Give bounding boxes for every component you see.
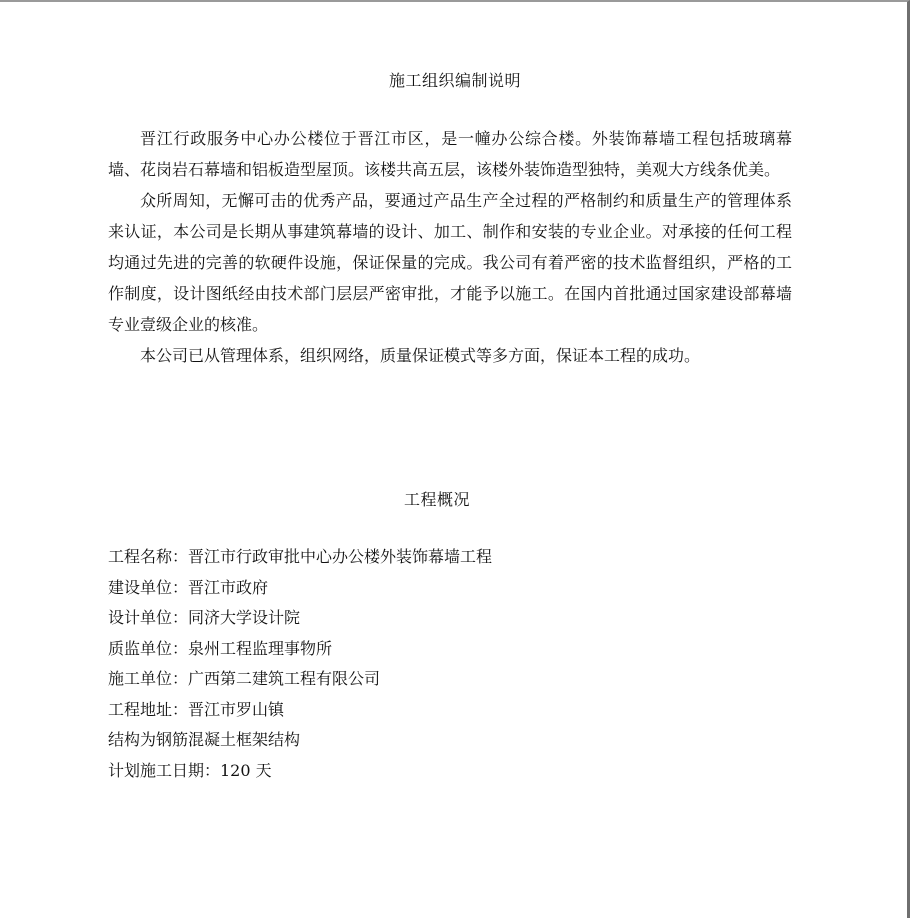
fact-designer: 设计单位：同济大学设计院 xyxy=(108,608,301,627)
section-title-project-overview: 工程概况 xyxy=(403,490,470,509)
paragraph-project-intro: 晋江行政服务中心办公楼位于晋江市区，是一幢办公综合楼。外装饰幕墙工程包括玻璃幕墙、花岗岩石幕墙和铝板造型屋顶。该楼共高五层，该楼外装饰造型独特，美观大方线条优美。 xyxy=(108,129,792,179)
project-facts-list xyxy=(108,542,792,786)
fact-quality-supervisor: 质监单位：泉州工程监理事物所 xyxy=(108,638,333,658)
section-title-compilation-notes: 施工组织编制说明 xyxy=(388,71,521,90)
paragraph-company-quality: 众所周知，无懈可击的优秀产品，要通过产品生产全过程的严格制约和质量生产的管理体系来认证，本公司是长期从事建筑幕墙的设计、加工、制作和安装的专业企业。对承接的任何工程均通过先进的完善的软硬件设施，保证保量的完成。我公司有着严密的技术监督组织，严格的工作制度，设计图纸经由技术部门层层严密审批，才能予以施工。在国内首批通过国家建设部幕墙专业壹级企业的核准。 xyxy=(108,191,792,334)
fact-project-address: 工程地址：晋江市罗山镇 xyxy=(108,699,285,719)
fact-client: 建设单位：晋江市政府 xyxy=(108,577,269,597)
fact-project-name: 工程名称：晋江市行政审批中心办公楼外装饰幕墙工程 xyxy=(108,547,493,566)
intro-text xyxy=(108,123,792,371)
paragraph-guarantee: 本公司已从管理体系，组织网络，质量保证模式等多方面，保证本工程的成功。 xyxy=(140,346,701,365)
fact-structure-type: 结构为钢筋混凝土框架结构 xyxy=(108,730,301,749)
fact-planned-duration: 计划施工日期：120 天 xyxy=(108,760,272,780)
fact-contractor: 施工单位：广西第二建筑工程有限公司 xyxy=(108,669,381,688)
